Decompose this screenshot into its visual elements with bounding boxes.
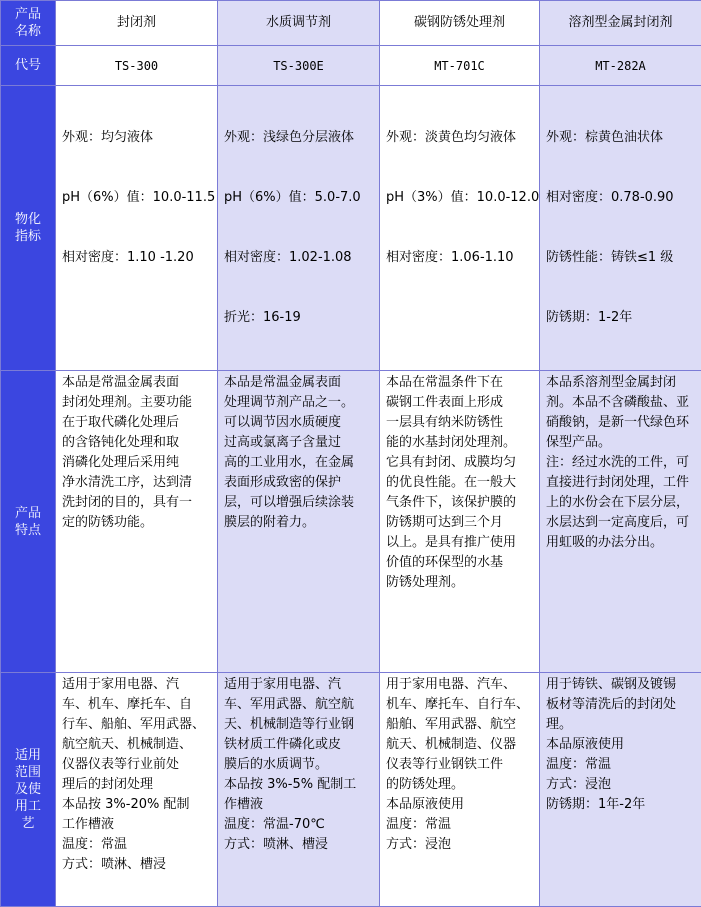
prop-line: pH（6%）值：5.0-7.0 <box>224 188 375 208</box>
product-code: MT-701C <box>380 46 540 86</box>
code-row <box>1 46 701 86</box>
features-cell <box>56 371 218 673</box>
features-cell <box>380 371 540 673</box>
usage-row <box>1 673 701 907</box>
features-text: 本品是常温金属表面 封闭处理剂。主要功能 在于取代磷化处理后 的含铬钝化处理和取 消磷化处理后采用纯 净水清洗工序，达到清 洗封闭的目的，具有一 定的防锈功能。 <box>56 371 217 535</box>
prop-line: 外观：淡黄色均匀液体 <box>386 128 535 148</box>
usage-cell <box>540 673 701 907</box>
product-code: TS-300E <box>218 46 380 86</box>
prop-line: pH（6%）值：10.0-11.5 <box>62 188 213 208</box>
prop-line: 折光：16-19 <box>224 308 375 328</box>
product-code: MT-282A <box>540 46 701 86</box>
row-header-props: 物化 指标 <box>1 86 56 371</box>
prop-line: 外观：浅绿色分层液体 <box>224 128 375 148</box>
features-text: 本品是常温金属表面 处理调节剂产品之一。 可以调节因水质硬度 过高或氯离子含量过 高的工业用水，在金属 表面形成致密的保护 层，可以增强后续涂装 膜层的附着力。 <box>218 371 379 535</box>
usage-text: 适用于家用电器、汽 车、军用武器、航空航 天、机械制造等行业钢 铁材质工件磷化或皮 膜后的水质调节。 本品按 3%-5% 配制工 作槽液 温度：常温-70℃ 方式：喷淋、槽浸 <box>218 673 379 857</box>
name-row <box>1 1 701 46</box>
prop-line: 防锈性能：铸铁≤1 级 <box>546 248 697 268</box>
usage-cell <box>56 673 218 907</box>
props-cell <box>218 86 380 371</box>
usage-text: 用于家用电器、汽车、 机车、摩托车、自行车、 船舶、军用武器、航空 航天、机械制造、仪器 仪表等行业钢铁工件 的防锈处理。 本品原液使用 温度：常温 方式：浸泡 <box>380 673 539 857</box>
props-cell <box>540 86 701 371</box>
usage-cell <box>218 673 380 907</box>
product-code: TS-300 <box>56 46 218 86</box>
product-name: 封闭剂 <box>56 1 218 46</box>
features-text: 本品在常温条件下在 碳钢工件表面上形成 一层具有纳米防锈性 能的水基封闭处理剂。 它具有封闭、成膜均匀 的优良性能。在一般大 气条件下，该保护膜的 防锈期可达到三个月 以上。是具有推广使用 价值的环保型的水基 防锈处理剂。 <box>380 371 539 595</box>
features-cell <box>218 371 380 673</box>
row-header-code: 代号 <box>1 46 56 86</box>
product-name: 碳钢防锈处理剂 <box>380 1 540 46</box>
prop-line: 防锈期：1-2年 <box>546 308 697 328</box>
features-cell <box>540 371 701 673</box>
prop-line: 外观：均匀液体 <box>62 128 213 148</box>
usage-text: 用于铸铁、碳钢及镀锡 板材等清洗后的封闭处理。 本品原液使用 温度：常温 方式：浸泡 防锈期：1年-2年 <box>540 673 701 817</box>
usage-text: 适用于家用电器、汽 车、机车、摩托车、自 行车、船舶、军用武器、 航空航天、机械制造、 仪器仪表等行业前处 理后的封闭处理 本品按 3%-20% 配制 工作槽液 温度：常温 方式：喷淋、槽浸 <box>56 673 217 877</box>
prop-line: 相对密度：0.78-0.90 <box>546 188 697 208</box>
row-header-name: 产品 名称 <box>1 1 56 46</box>
row-header-usage: 适用 范围 及使 用工 艺 <box>1 673 56 907</box>
prop-line: 相对密度：1.06-1.10 <box>386 248 535 268</box>
props-row <box>1 86 701 371</box>
props-cell <box>56 86 218 371</box>
prop-line: pH（3%）值：10.0-12.0 <box>386 188 535 208</box>
features-row <box>1 371 701 673</box>
props-cell <box>380 86 540 371</box>
prop-line: 相对密度：1.10 -1.20 <box>62 248 213 268</box>
product-name: 溶剂型金属封闭剂 <box>540 1 701 46</box>
usage-cell <box>380 673 540 907</box>
prop-line: 相对密度：1.02-1.08 <box>224 248 375 268</box>
features-text: 本品系溶剂型金属封闭 剂。本品不含磷酸盐、亚 硝酸钠，是新一代绿色环 保型产品。 注：经过水洗的工件，可 直接进行封闭处理，工件 上的水份会在下层分层， 水层达到一定高度后，可 用虹吸的办法分出。 <box>540 371 701 555</box>
row-header-features: 产品 特点 <box>1 371 56 673</box>
product-name: 水质调节剂 <box>218 1 380 46</box>
prop-line: 外观：棕黄色油状体 <box>546 128 697 148</box>
